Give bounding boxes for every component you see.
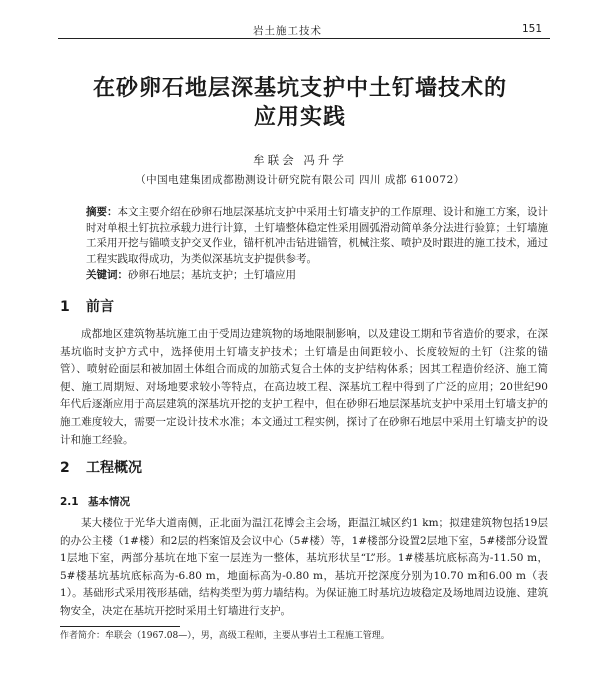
section-1-title: 前言 xyxy=(86,299,114,315)
author-footnote: 作者简介：牟联会（1967.08—），男，高级工程师，主要从事岩土工程施工管理。 xyxy=(60,631,390,641)
section-2-1-heading xyxy=(60,494,130,509)
affiliation: （中国电建集团成都勘测设计研究院有限公司 四川 成都 610072） xyxy=(135,174,465,186)
abstract-text: 本文主要介绍在砂卵石地层深基坑支护中采用土钉墙支护的工作原理、设计和施工方案，设计时对单根土钉抗拉承载力进行计算，土钉墙整体稳定性采用圆弧滑动简单条分法进行验算；土钉墙施工采用开挖与锚喷支护交叉作业，锚杆机冲击钻进锚管，机械注浆、喷护及时跟进的施工技术，通过工程实践取得成功，为类似深基坑支护提供参考。 xyxy=(86,206,548,265)
section-2-1-number: 2.1 xyxy=(60,496,79,508)
keywords xyxy=(86,268,548,284)
section-1-number: 1 xyxy=(60,299,70,315)
footnote-rule xyxy=(60,626,180,627)
abstract xyxy=(86,205,548,267)
section-2-title: 工程概况 xyxy=(86,460,142,476)
authors: 牟联会 冯升学 xyxy=(253,153,347,167)
keywords-text: 砂卵石地层；基坑支护；土钉墙应用 xyxy=(128,269,296,281)
section-1-heading xyxy=(60,296,114,316)
section-2-heading xyxy=(60,457,142,477)
page-number: 151 xyxy=(521,23,542,35)
abstract-label: 摘要： xyxy=(86,206,118,218)
running-header-section: 岩土施工技术 xyxy=(253,25,322,37)
paper-title xyxy=(0,74,600,132)
keywords-label: 关键词： xyxy=(86,269,128,281)
section-2-1-title: 基本情况 xyxy=(88,496,130,508)
section-2-number: 2 xyxy=(60,460,70,476)
title-line-1: 在砂卵石地层深基坑支护中土钉墙技术的 xyxy=(92,76,507,101)
running-header xyxy=(58,22,550,39)
title-line-2: 应用实践 xyxy=(253,105,346,130)
section-2-1-paragraph: 某大楼位于光华大道南侧，正北面为温江花博会主会场，距温江城区约1 km；拟建建筑物包括19层的办公主楼（1#楼）和2层的档案馆及会议中心（5#楼）等，1#楼部分设置2层地下室，5#楼部分设置1层地下室，两部分基坑在地下室一层连为一整体，基坑形状呈“L”形。1#楼基坑底标高为-11.50 m，5#楼基坑基坑底标高为-6.80 m，地面标高为-0.80 m，基坑开挖深度分别为10.70 m和6.00 m（表1）。基础形式采用筏形基础，结构类型为剪力墙结构。为保证施工时基坑边坡稳定及场地周边设施、建筑物安全，决定在基坑开挖时采用土钉墙进行支护。 xyxy=(60,517,548,617)
section-1-paragraph: 成都地区建筑物基坑施工由于受周边建筑物的场地限制影响，以及建设工期和节省造价的要求，在深基坑临时支护方式中，选择使用土钉墙支护技术；土钉墙是由间距较小、长度较短的土钉（注浆的锚管）、喷射砼面层和被加固土体组合而成的加筋式复合土体的支护结构体系；因其工程造价经济、施工简便、施工周期短、对场地要求较小等特点，在高边坡工程、深基坑工程中得到了广泛的应用；20世纪90年代后逐渐应用于高层建筑的深基坑开挖的支护工程中，但在砂卵石地层深基坑支护中采用土钉墙支护的施工难度较大，需要一定设计技术水准；本文通过工程实例，探讨了在砂卵石地层中采用土钉墙支护的设计和施工经验。 xyxy=(60,328,548,446)
